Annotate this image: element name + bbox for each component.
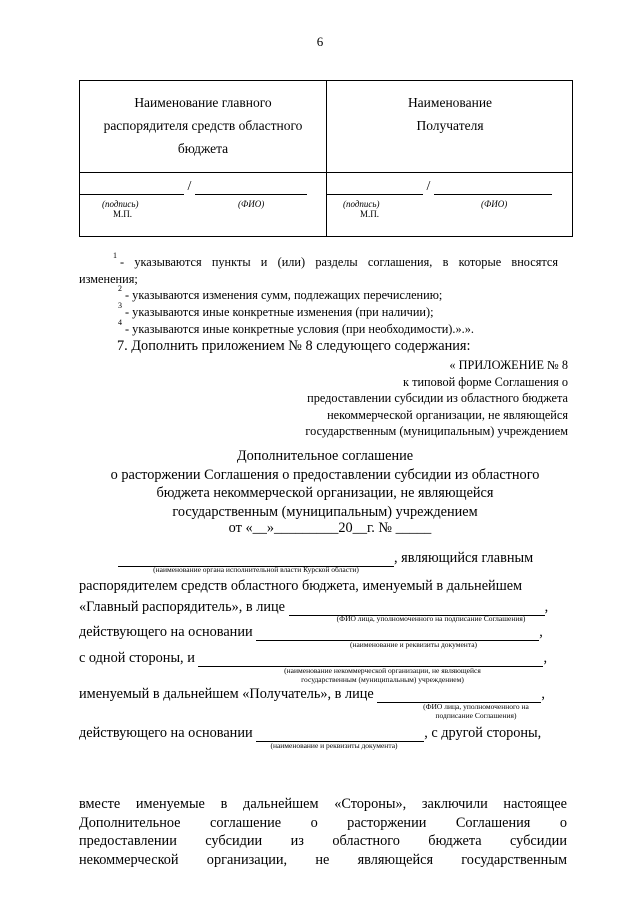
form-line-3: «Главный распорядитель», в лице , — [79, 599, 549, 615]
grbs-fio-caption: (ФИО) — [238, 199, 265, 209]
form-line-5: с одной стороны, и , — [79, 650, 548, 666]
table-divider-horizontal — [80, 172, 572, 173]
form-line-1: , являющийся главным — [118, 550, 533, 567]
grbs-signature-line: / — [80, 179, 307, 195]
grbs-mp: М.П. — [113, 209, 133, 219]
recipient-podpis-caption: (подпись) — [343, 199, 380, 209]
caption-fio-signatory: (ФИО лица, уполномоченного на подписание Соглашения) — [336, 614, 526, 623]
grbs-header: Наименование главного распорядителя средств областного бюджета — [103, 95, 303, 156]
form-line-2: распорядителем средств областного бюджета, именуемый в дальнейшем — [79, 578, 523, 594]
page-number: 6 — [316, 34, 324, 49]
caption-authority: (наименование органа исполнительной власти Курской области) — [153, 565, 359, 574]
document-title: Дополнительное соглашение о расторжении Соглашения о предоставлении субсидии из областного бюджета некоммерческой организации, не являющейся государственным (муниципальным) учреждением — [110, 448, 540, 520]
recipient-fio-caption: (ФИО) — [481, 199, 508, 209]
form-line-7: действующего на основании , с другой стороны, — [79, 725, 542, 741]
caption-organization: (наименование некоммерческой организации, не являющейся государственным (муниципальным) учреждением) — [284, 666, 481, 684]
caption-document-2: (наименование и реквизиты документа) — [270, 741, 398, 750]
item-7: 7. Дополнить приложением № 8 следующего содержания: — [117, 338, 471, 354]
footnote-4: $^4$ - указываются иные конкретные условия (при необходимости).».». — [118, 318, 474, 336]
footnote-1: $^1$ - указываются пункты и (или) разделы соглашения, в которые вносятся — [113, 251, 558, 269]
footnote-3: $^3$ - указываются иные конкретные изменения (при наличии); — [118, 301, 434, 319]
caption-document-1: (наименование и реквизиты документа) — [349, 640, 478, 649]
signature-table — [79, 80, 573, 237]
footnote-1-cont: изменения; — [79, 272, 138, 286]
recipient-signature-line: / — [327, 179, 552, 195]
caption-fio-recipient: (ФИО лица, уполномоченного на подписание Соглашения) — [423, 702, 529, 720]
recipient-mp: М.П. — [360, 209, 380, 219]
closing-paragraph: вместе именуемые в дальнейшем «Стороны», заключили настоящее Дополнительное соглашение о расторжении Соглашения о предоставлении субсидии из областного бюджета субсидии некоммерческой организации, не являющейся государственным — [79, 796, 567, 868]
date-number-line: от «__»_________20__г. № _____ — [228, 520, 432, 536]
form-line-6: именуемый в дальнейшем «Получатель», в лице , — [79, 686, 545, 702]
appendix-header: « ПРИЛОЖЕНИЕ № 8 к типовой форме Соглашения о предоставлении субсидии из областного бюджета некоммерческой организации, не являющейся государственным (муниципальным) учреждением — [305, 358, 568, 438]
form-line-4: действующего на основании , — [79, 624, 543, 640]
grbs-podpis-caption: (подпись) — [102, 199, 139, 209]
recipient-header: Наименование Получателя — [407, 95, 493, 133]
footnote-2: $^2$ - указываются изменения сумм, подлежащих перечислению; — [118, 284, 443, 302]
